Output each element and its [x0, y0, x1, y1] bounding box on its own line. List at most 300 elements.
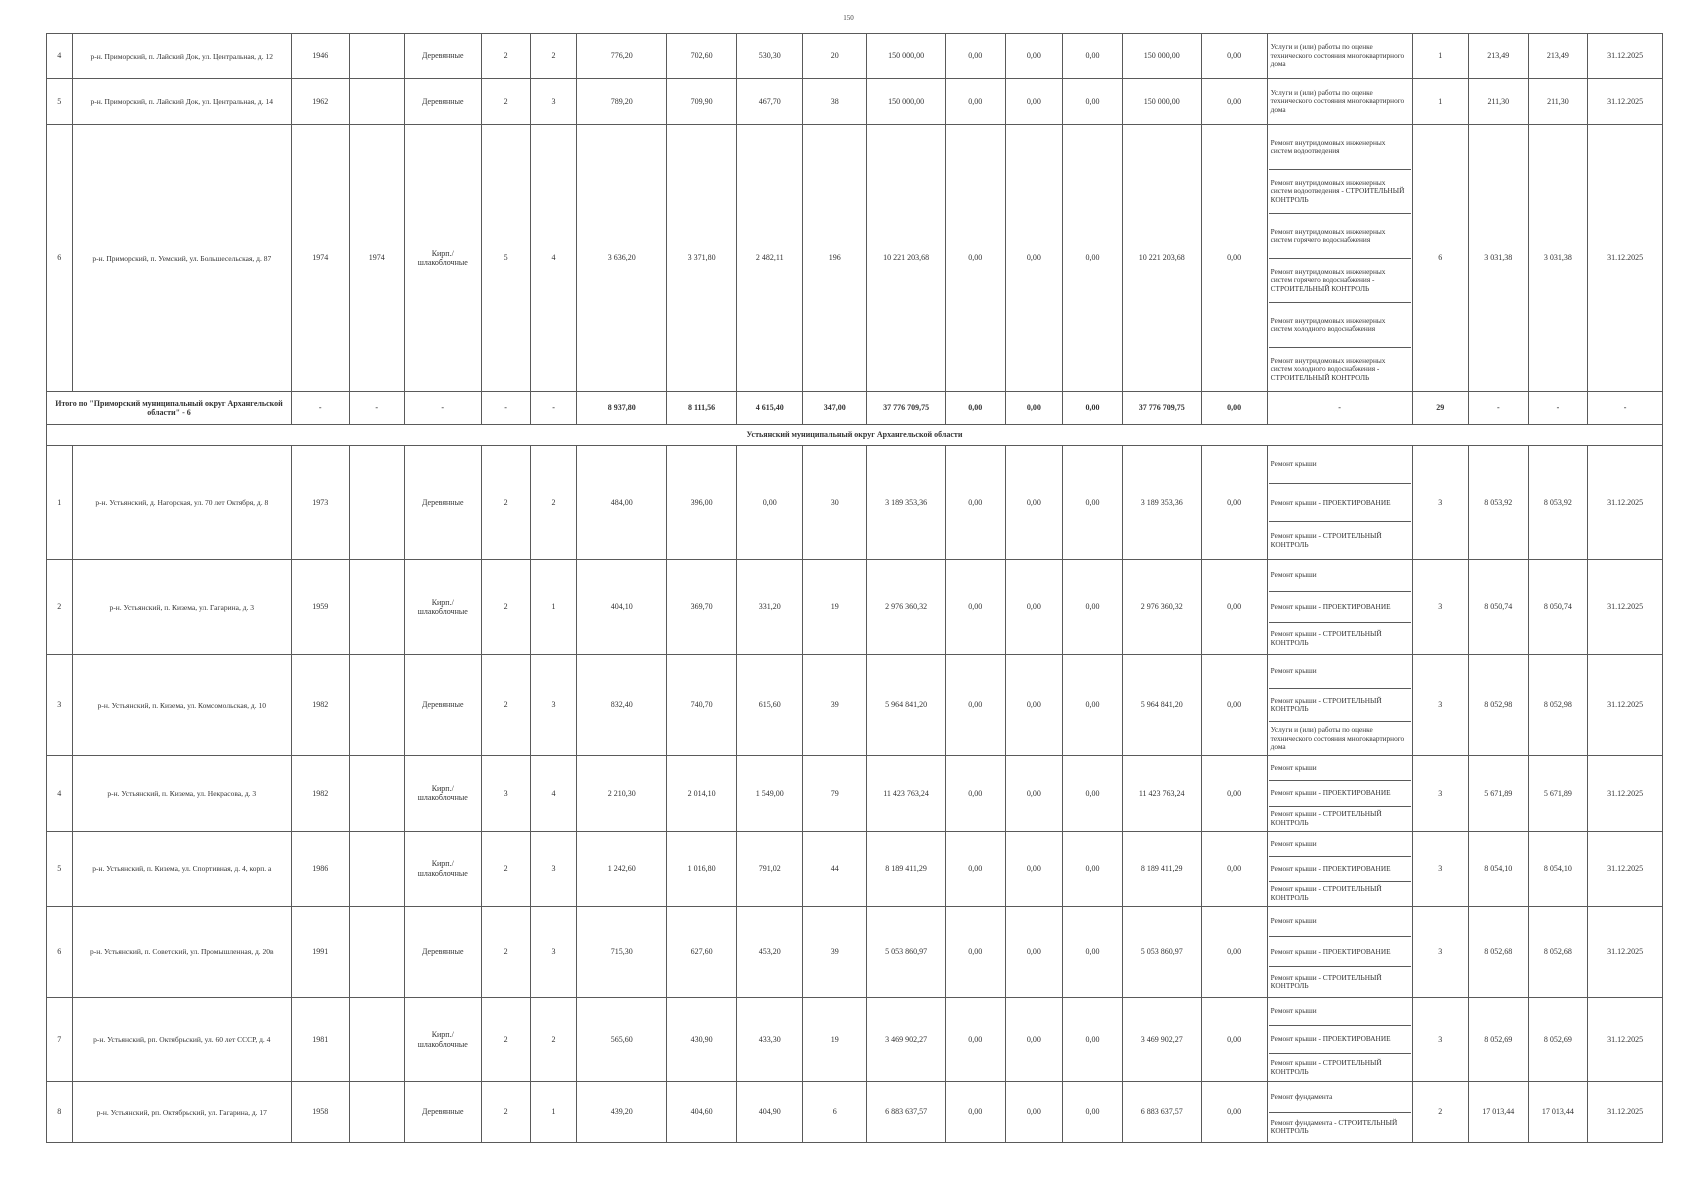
- area-total-cell: 439,20: [577, 1082, 666, 1143]
- entrances-cell: 3: [530, 79, 577, 125]
- year-repair-cell: [349, 906, 404, 997]
- year-built-cell: 1959: [292, 560, 350, 655]
- works-cell: [1267, 79, 1412, 125]
- residents-cell: 20: [803, 34, 867, 79]
- budget-local-cell: 0,00: [1063, 906, 1123, 997]
- entrances-cell: 1: [530, 560, 577, 655]
- work-item: Ремонт крыши: [1269, 655, 1411, 689]
- budget-local-cell: 0,00: [1063, 654, 1123, 755]
- fund-cell: 0,00: [945, 79, 1005, 125]
- year-repair-cell: [349, 560, 404, 655]
- limit-per-m2-cell: 3 031,38: [1528, 125, 1588, 392]
- area-residential-cell: 331,20: [737, 560, 803, 655]
- area-total-cell: 789,20: [577, 79, 666, 125]
- other-funds-cell: 0,00: [1201, 654, 1267, 755]
- budget-local-cell: 0,00: [1063, 756, 1123, 832]
- address-cell: р-н. Устьянский, д. Нагорская, ул. 70 лет Октября, д. 8: [72, 446, 291, 560]
- budget-region-cell: 0,00: [1005, 654, 1063, 755]
- cost-total-cell: 3 189 353,36: [867, 446, 946, 560]
- floors-cell: 2: [481, 1082, 530, 1143]
- row-number: 7: [47, 997, 73, 1082]
- year-built-cell: 1991: [292, 906, 350, 997]
- budget-region-cell: 0,00: [1005, 34, 1063, 79]
- cost-total-cell: 5 053 860,97: [867, 906, 946, 997]
- address-cell: р-н. Приморский, п. Лайский Док, ул. Центральная, д. 14: [72, 79, 291, 125]
- fund-cell: 0,00: [945, 1082, 1005, 1143]
- cost-per-m2-cell: 8 053,92: [1468, 446, 1528, 560]
- table-row: [47, 756, 1663, 832]
- table-row: [47, 79, 1663, 125]
- wall-material-cell: Деревянные: [404, 654, 481, 755]
- owners-funds-cell: 150 000,00: [1122, 34, 1201, 79]
- work-item: Ремонт фундамента - СТРОИТЕЛЬНЫЙ КОНТРОЛЬ: [1270, 1117, 1398, 1136]
- table-row: [47, 654, 1663, 755]
- table-row: [47, 831, 1663, 906]
- works-list: [1269, 832, 1411, 906]
- work-item: Услуги и (или) работы по оценке технического состояния многоквартирного дома: [1270, 88, 1405, 114]
- work-item: Ремонт внутридомовых инженерных систем холодного водоснабжения - СТРОИТЕЛЬНЫЙ КОНТРОЛЬ: [1270, 355, 1386, 382]
- works-list: [1269, 34, 1411, 78]
- work-item: Услуги и (или) работы по оценке технического состояния многоквартирного дома: [1270, 42, 1405, 69]
- floors-cell: 2: [481, 831, 530, 906]
- area-residential-cell: 404,90: [737, 1082, 803, 1143]
- dash-cell: -: [1528, 392, 1588, 425]
- section-title: Устьянский муниципальный округ Архангельской области: [47, 425, 1663, 446]
- budget-region-cell: 0,00: [1005, 446, 1063, 560]
- cost-per-m2-cell: 17 013,44: [1468, 1082, 1528, 1143]
- deadline-cell: 31.12.2025: [1588, 756, 1663, 832]
- fund-cell: 0,00: [945, 446, 1005, 560]
- capital-repair-table: [46, 33, 1663, 1143]
- deadline-cell: 31.12.2025: [1588, 906, 1663, 997]
- area-rooms-cell: 369,70: [666, 560, 736, 655]
- total-budget-local: 0,00: [1063, 392, 1123, 425]
- entrances-cell: 1: [530, 1082, 577, 1143]
- total-works-count: 29: [1412, 392, 1468, 425]
- deadline-cell: 31.12.2025: [1588, 125, 1663, 392]
- works-list: [1269, 907, 1411, 997]
- other-funds-cell: 0,00: [1201, 446, 1267, 560]
- area-total-cell: 715,30: [577, 906, 666, 997]
- area-rooms-cell: 740,70: [666, 654, 736, 755]
- fund-cell: 0,00: [945, 34, 1005, 79]
- works-count-cell: 1: [1412, 79, 1468, 125]
- row-number: 6: [47, 906, 73, 997]
- works-cell: [1267, 654, 1412, 755]
- budget-region-cell: 0,00: [1005, 756, 1063, 832]
- residents-cell: 44: [803, 831, 867, 906]
- floors-cell: 2: [481, 997, 530, 1082]
- area-total-cell: 2 210,30: [577, 756, 666, 832]
- area-rooms-cell: 396,00: [666, 446, 736, 560]
- work-item: Ремонт крыши: [1269, 907, 1411, 937]
- cost-total-cell: 10 221 203,68: [867, 125, 946, 392]
- area-residential-cell: 0,00: [737, 446, 803, 560]
- year-repair-cell: 1974: [349, 125, 404, 392]
- limit-per-m2-cell: 17 013,44: [1528, 1082, 1588, 1143]
- area-rooms-cell: 702,60: [666, 34, 736, 79]
- entrances-cell: 4: [530, 125, 577, 392]
- total-fund: 0,00: [945, 392, 1005, 425]
- works-count-cell: 3: [1412, 831, 1468, 906]
- works-count-cell: 3: [1412, 446, 1468, 560]
- deadline-cell: 31.12.2025: [1588, 560, 1663, 655]
- year-built-cell: 1946: [292, 34, 350, 79]
- year-built-cell: 1982: [292, 756, 350, 832]
- deadline-cell: 31.12.2025: [1588, 654, 1663, 755]
- page-number: 150: [843, 14, 854, 22]
- works-count-cell: 3: [1412, 560, 1468, 655]
- budget-local-cell: 0,00: [1063, 34, 1123, 79]
- year-repair-cell: [349, 654, 404, 755]
- cost-total-cell: 150 000,00: [867, 34, 946, 79]
- dash-cell: -: [1468, 392, 1528, 425]
- fund-cell: 0,00: [945, 125, 1005, 392]
- owners-funds-cell: 5 053 860,97: [1122, 906, 1201, 997]
- cost-total-cell: 2 976 360,32: [867, 560, 946, 655]
- work-item: Ремонт крыши - ПРОЕКТИРОВАНИЕ: [1269, 937, 1411, 967]
- year-repair-cell: [349, 756, 404, 832]
- deadline-cell: 31.12.2025: [1588, 997, 1663, 1082]
- work-item: Ремонт крыши: [1269, 560, 1411, 592]
- work-item: Ремонт внутридомовых инженерных систем водоотведения - СТРОИТЕЛЬНЫЙ КОНТРОЛЬ: [1269, 170, 1411, 215]
- work-item: Ремонт внутридомовых инженерных систем водоотведения: [1269, 125, 1411, 170]
- area-residential-cell: 433,30: [737, 997, 803, 1082]
- fund-cell: 0,00: [945, 906, 1005, 997]
- year-repair-cell: [349, 446, 404, 560]
- area-rooms-cell: 709,90: [666, 79, 736, 125]
- work-item: Ремонт крыши - СТРОИТЕЛЬНЫЙ КОНТРОЛЬ: [1269, 689, 1411, 723]
- total-cost-total: 37 776 709,75: [867, 392, 946, 425]
- works-list: [1269, 125, 1411, 391]
- budget-local-cell: 0,00: [1063, 1082, 1123, 1143]
- year-built-cell: 1986: [292, 831, 350, 906]
- table-row: [47, 560, 1663, 655]
- area-rooms-cell: 627,60: [666, 906, 736, 997]
- total-residents: 347,00: [803, 392, 867, 425]
- entrances-cell: 2: [530, 997, 577, 1082]
- year-built-cell: 1982: [292, 654, 350, 755]
- works-cell: [1267, 125, 1412, 392]
- works-list: [1269, 998, 1411, 1082]
- other-funds-cell: 0,00: [1201, 997, 1267, 1082]
- cost-per-m2-cell: 5 671,89: [1468, 756, 1528, 832]
- area-residential-cell: 615,60: [737, 654, 803, 755]
- budget-region-cell: 0,00: [1005, 906, 1063, 997]
- work-item: Ремонт крыши: [1269, 998, 1411, 1026]
- fund-cell: 0,00: [945, 654, 1005, 755]
- budget-local-cell: 0,00: [1063, 79, 1123, 125]
- owners-funds-cell: 11 423 763,24: [1122, 756, 1201, 832]
- cost-per-m2-cell: 213,49: [1468, 34, 1528, 79]
- wall-material-cell: Деревянные: [404, 79, 481, 125]
- row-number: 3: [47, 654, 73, 755]
- cost-per-m2-cell: 8 052,68: [1468, 906, 1528, 997]
- address-cell: р-н. Устьянский, п. Кизема, ул. Спортивная, д. 4, корп. а: [72, 831, 291, 906]
- works-cell: [1267, 446, 1412, 560]
- section-row: [47, 425, 1663, 446]
- year-repair-cell: [349, 997, 404, 1082]
- cost-total-cell: 6 883 637,57: [867, 1082, 946, 1143]
- area-residential-cell: 2 482,11: [737, 125, 803, 392]
- works-cell: [1267, 34, 1412, 79]
- area-rooms-cell: 3 371,80: [666, 125, 736, 392]
- works-list: [1269, 560, 1411, 654]
- deadline-cell: 31.12.2025: [1588, 79, 1663, 125]
- owners-funds-cell: 8 189 411,29: [1122, 831, 1201, 906]
- fund-cell: 0,00: [945, 756, 1005, 832]
- dash-cell: -: [530, 392, 577, 425]
- row-number: 1: [47, 446, 73, 560]
- total-budget-region: 0,00: [1005, 392, 1063, 425]
- owners-funds-cell: 3 189 353,36: [1122, 446, 1201, 560]
- entrances-cell: 2: [530, 34, 577, 79]
- residents-cell: 6: [803, 1082, 867, 1143]
- year-built-cell: 1962: [292, 79, 350, 125]
- floors-cell: 5: [481, 125, 530, 392]
- work-item: Ремонт крыши - СТРОИТЕЛЬНЫЙ КОНТРОЛЬ: [1270, 629, 1382, 647]
- work-item: Ремонт крыши - СТРОИТЕЛЬНЫЙ КОНТРОЛЬ: [1270, 884, 1382, 902]
- cost-total-cell: 8 189 411,29: [867, 831, 946, 906]
- deadline-cell: 31.12.2025: [1588, 446, 1663, 560]
- wall-material-cell: Кирп./ шлакоблочные: [404, 560, 481, 655]
- residents-cell: 30: [803, 446, 867, 560]
- floors-cell: 2: [481, 906, 530, 997]
- works-cell: [1267, 831, 1412, 906]
- row-number: 5: [47, 831, 73, 906]
- other-funds-cell: 0,00: [1201, 756, 1267, 832]
- limit-per-m2-cell: 8 052,98: [1528, 654, 1588, 755]
- limit-per-m2-cell: 8 054,10: [1528, 831, 1588, 906]
- year-repair-cell: [349, 34, 404, 79]
- cost-per-m2-cell: 8 052,69: [1468, 997, 1528, 1082]
- wall-material-cell: Деревянные: [404, 446, 481, 560]
- area-residential-cell: 791,02: [737, 831, 803, 906]
- cost-per-m2-cell: 3 031,38: [1468, 125, 1528, 392]
- address-cell: р-н. Устьянский, рп. Октябрьский, ул. 60 лет СССР, д. 4: [72, 997, 291, 1082]
- cost-per-m2-cell: 8 050,74: [1468, 560, 1528, 655]
- works-cell: [1267, 756, 1412, 832]
- work-item: Ремонт внутридомовых инженерных систем горячего водоснабжения: [1269, 214, 1411, 259]
- works-count-cell: 6: [1412, 125, 1468, 392]
- row-number: 8: [47, 1082, 73, 1143]
- residents-cell: 79: [803, 756, 867, 832]
- year-built-cell: 1981: [292, 997, 350, 1082]
- residents-cell: 19: [803, 997, 867, 1082]
- limit-per-m2-cell: 8 050,74: [1528, 560, 1588, 655]
- table-row: [47, 446, 1663, 560]
- owners-funds-cell: 6 883 637,57: [1122, 1082, 1201, 1143]
- address-cell: р-н. Приморский, п. Уемский, ул. Большесельская, д. 87: [72, 125, 291, 392]
- floors-cell: 2: [481, 654, 530, 755]
- cost-per-m2-cell: 8 052,98: [1468, 654, 1528, 755]
- works-count-cell: 1: [1412, 34, 1468, 79]
- other-funds-cell: 0,00: [1201, 906, 1267, 997]
- area-residential-cell: 530,30: [737, 34, 803, 79]
- works-list: [1269, 756, 1411, 831]
- fund-cell: 0,00: [945, 997, 1005, 1082]
- works-cell: [1267, 1082, 1412, 1143]
- dash-cell: -: [481, 392, 530, 425]
- other-funds-cell: 0,00: [1201, 1082, 1267, 1143]
- wall-material-cell: Деревянные: [404, 34, 481, 79]
- total-row: [47, 392, 1663, 425]
- residents-cell: 19: [803, 560, 867, 655]
- deadline-cell: 31.12.2025: [1588, 34, 1663, 79]
- owners-funds-cell: 10 221 203,68: [1122, 125, 1201, 392]
- total-owners: 37 776 709,75: [1122, 392, 1201, 425]
- works-cell: [1267, 997, 1412, 1082]
- work-item: Услуги и (или) работы по оценке технического состояния многоквартирного дома: [1270, 725, 1405, 751]
- work-item: Ремонт внутридомовых инженерных систем горячего водоснабжения - СТРОИТЕЛЬНЫЙ КОНТРОЛЬ: [1269, 259, 1411, 304]
- area-total-cell: 484,00: [577, 446, 666, 560]
- year-built-cell: 1974: [292, 125, 350, 392]
- wall-material-cell: Кирп./ шлакоблочные: [404, 831, 481, 906]
- owners-funds-cell: 3 469 902,27: [1122, 997, 1201, 1082]
- fund-cell: 0,00: [945, 560, 1005, 655]
- work-item: Ремонт крыши - ПРОЕКТИРОВАНИЕ: [1269, 592, 1411, 624]
- works-count-cell: 3: [1412, 654, 1468, 755]
- table-row: [47, 997, 1663, 1082]
- table-row: [47, 1082, 1663, 1143]
- wall-material-cell: Деревянные: [404, 1082, 481, 1143]
- floors-cell: 2: [481, 560, 530, 655]
- limit-per-m2-cell: 8 052,69: [1528, 997, 1588, 1082]
- cost-total-cell: 150 000,00: [867, 79, 946, 125]
- cost-total-cell: 3 469 902,27: [867, 997, 946, 1082]
- works-cell: [1267, 906, 1412, 997]
- entrances-cell: 3: [530, 654, 577, 755]
- total-area-rooms: 8 111,56: [666, 392, 736, 425]
- works-count-cell: 2: [1412, 1082, 1468, 1143]
- cost-total-cell: 5 964 841,20: [867, 654, 946, 755]
- entrances-cell: 4: [530, 756, 577, 832]
- residents-cell: 39: [803, 654, 867, 755]
- floors-cell: 3: [481, 756, 530, 832]
- area-total-cell: 776,20: [577, 34, 666, 79]
- wall-material-cell: Кирп./ шлакоблочные: [404, 125, 481, 392]
- dash-cell: -: [1267, 392, 1412, 425]
- fund-cell: 0,00: [945, 831, 1005, 906]
- work-item: Ремонт крыши - ПРОЕКТИРОВАНИЕ: [1269, 1026, 1411, 1054]
- area-total-cell: 3 636,20: [577, 125, 666, 392]
- area-residential-cell: 1 549,00: [737, 756, 803, 832]
- works-list: [1269, 79, 1411, 124]
- works-list: [1269, 446, 1411, 559]
- address-cell: р-н. Устьянский, п. Кизема, ул. Комсомольская, д. 10: [72, 654, 291, 755]
- year-repair-cell: [349, 1082, 404, 1143]
- row-number: 2: [47, 560, 73, 655]
- other-funds-cell: 0,00: [1201, 831, 1267, 906]
- budget-region-cell: 0,00: [1005, 560, 1063, 655]
- owners-funds-cell: 150 000,00: [1122, 79, 1201, 125]
- row-number: 5: [47, 79, 73, 125]
- budget-local-cell: 0,00: [1063, 997, 1123, 1082]
- total-area-total: 8 937,80: [577, 392, 666, 425]
- entrances-cell: 3: [530, 831, 577, 906]
- area-total-cell: 404,10: [577, 560, 666, 655]
- deadline-cell: 31.12.2025: [1588, 831, 1663, 906]
- budget-local-cell: 0,00: [1063, 125, 1123, 392]
- works-count-cell: 3: [1412, 997, 1468, 1082]
- budget-region-cell: 0,00: [1005, 79, 1063, 125]
- total-other: 0,00: [1201, 392, 1267, 425]
- row-number: 4: [47, 756, 73, 832]
- address-cell: р-н. Устьянский, рп. Октябрьский, ул. Гагарина, д. 17: [72, 1082, 291, 1143]
- area-rooms-cell: 1 016,80: [666, 831, 736, 906]
- works-list: [1269, 1082, 1411, 1142]
- works-cell: [1267, 560, 1412, 655]
- residents-cell: 38: [803, 79, 867, 125]
- work-item: Ремонт крыши - СТРОИТЕЛЬНЫЙ КОНТРОЛЬ: [1270, 531, 1382, 549]
- residents-cell: 39: [803, 906, 867, 997]
- owners-funds-cell: 5 964 841,20: [1122, 654, 1201, 755]
- limit-per-m2-cell: 211,30: [1528, 79, 1588, 125]
- dash-cell: -: [349, 392, 404, 425]
- work-item: Ремонт крыши: [1269, 756, 1411, 781]
- area-total-cell: 565,60: [577, 997, 666, 1082]
- total-area-residential: 4 615,40: [737, 392, 803, 425]
- cost-total-cell: 11 423 763,24: [867, 756, 946, 832]
- cost-per-m2-cell: 8 054,10: [1468, 831, 1528, 906]
- wall-material-cell: Кирп./ шлакоблочные: [404, 756, 481, 832]
- row-number: 6: [47, 125, 73, 392]
- dash-cell: -: [292, 392, 350, 425]
- work-item: Ремонт крыши - ПРОЕКТИРОВАНИЕ: [1269, 484, 1411, 522]
- area-rooms-cell: 430,90: [666, 997, 736, 1082]
- table-row: [47, 125, 1663, 392]
- budget-local-cell: 0,00: [1063, 446, 1123, 560]
- floors-cell: 2: [481, 446, 530, 560]
- work-item: Ремонт крыши - СТРОИТЕЛЬНЫЙ КОНТРОЛЬ: [1270, 809, 1382, 827]
- dash-cell: -: [404, 392, 481, 425]
- address-cell: р-н. Устьянский, п. Советский, ул. Промышленная, д. 20в: [72, 906, 291, 997]
- other-funds-cell: 0,00: [1201, 125, 1267, 392]
- area-total-cell: 1 242,60: [577, 831, 666, 906]
- cost-per-m2-cell: 211,30: [1468, 79, 1528, 125]
- address-cell: р-н. Приморский, п. Лайский Док, ул. Центральная, д. 12: [72, 34, 291, 79]
- work-item: Ремонт крыши: [1269, 832, 1411, 857]
- works-count-cell: 3: [1412, 756, 1468, 832]
- work-item: Ремонт крыши - СТРОИТЕЛЬНЫЙ КОНТРОЛЬ: [1270, 972, 1382, 991]
- area-residential-cell: 467,70: [737, 79, 803, 125]
- residents-cell: 196: [803, 125, 867, 392]
- other-funds-cell: 0,00: [1201, 79, 1267, 125]
- other-funds-cell: 0,00: [1201, 560, 1267, 655]
- limit-per-m2-cell: 5 671,89: [1528, 756, 1588, 832]
- address-cell: р-н. Устьянский, п. Кизема, ул. Некрасова, д. 3: [72, 756, 291, 832]
- wall-material-cell: Деревянные: [404, 906, 481, 997]
- area-rooms-cell: 2 014,10: [666, 756, 736, 832]
- owners-funds-cell: 2 976 360,32: [1122, 560, 1201, 655]
- limit-per-m2-cell: 8 053,92: [1528, 446, 1588, 560]
- budget-region-cell: 0,00: [1005, 997, 1063, 1082]
- floors-cell: 2: [481, 79, 530, 125]
- year-built-cell: 1973: [292, 446, 350, 560]
- area-residential-cell: 453,20: [737, 906, 803, 997]
- works-count-cell: 3: [1412, 906, 1468, 997]
- work-item: Ремонт крыши - СТРОИТЕЛЬНЫЙ КОНТРОЛЬ: [1270, 1058, 1382, 1076]
- work-item: Ремонт крыши - ПРОЕКТИРОВАНИЕ: [1269, 857, 1411, 882]
- budget-region-cell: 0,00: [1005, 125, 1063, 392]
- limit-per-m2-cell: 8 052,68: [1528, 906, 1588, 997]
- year-built-cell: 1958: [292, 1082, 350, 1143]
- work-item: Ремонт фундамента: [1269, 1082, 1411, 1112]
- work-item: Ремонт крыши: [1269, 446, 1411, 484]
- year-repair-cell: [349, 79, 404, 125]
- year-repair-cell: [349, 831, 404, 906]
- dash-cell: -: [1588, 392, 1663, 425]
